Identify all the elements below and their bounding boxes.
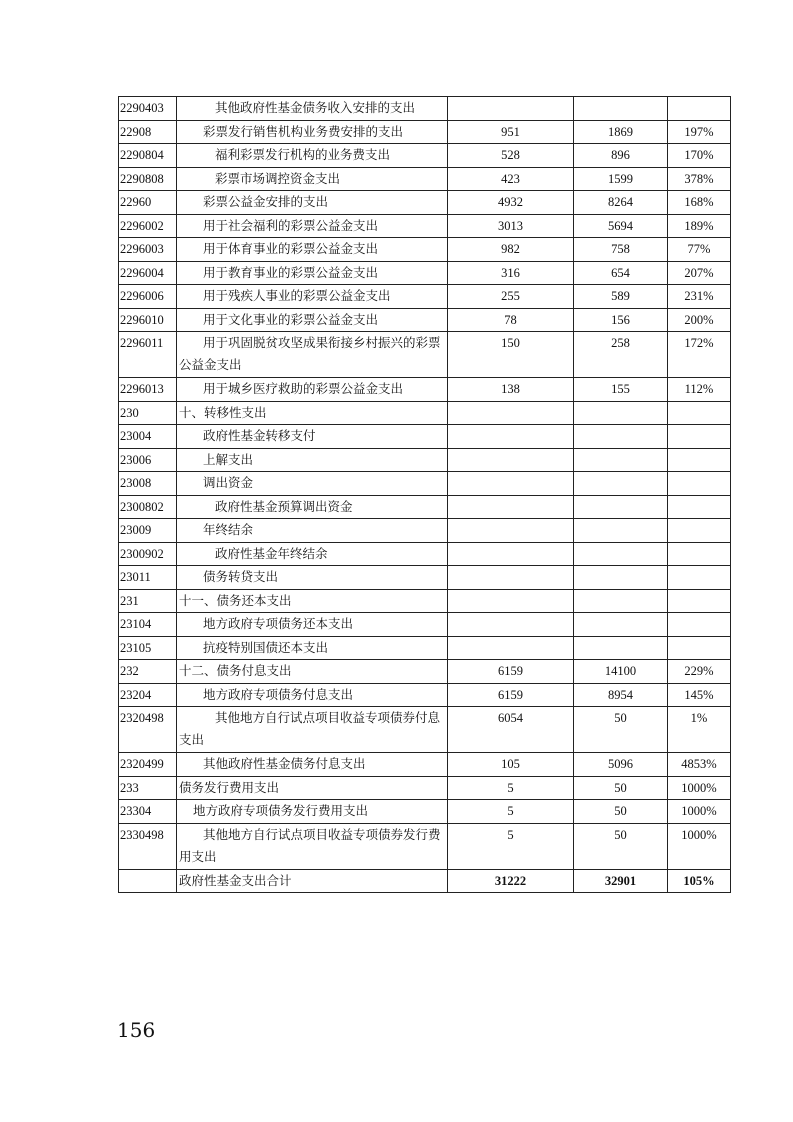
item-name-cell: 其他地方自行试点项目收益专项债券付息支出	[177, 707, 448, 753]
item-name-cell: 彩票市场调控资金支出	[177, 167, 448, 191]
actual-value-cell	[574, 519, 668, 543]
code-cell: 23011	[119, 566, 177, 590]
table-row	[119, 261, 731, 285]
code-cell: 2296010	[119, 308, 177, 332]
budget-value-cell	[448, 542, 574, 566]
budget-value-cell: 982	[448, 238, 574, 262]
budget-value-cell	[448, 448, 574, 472]
actual-value-cell: 5694	[574, 214, 668, 238]
budget-value-cell: 3013	[448, 214, 574, 238]
actual-value-cell: 8264	[574, 191, 668, 215]
table-row	[119, 519, 731, 543]
table-row	[119, 683, 731, 707]
item-name-cell: 政府性基金支出合计	[177, 869, 448, 893]
item-name-cell: 债务转贷支出	[177, 566, 448, 590]
code-cell: 2290403	[119, 97, 177, 121]
budget-value-cell: 423	[448, 167, 574, 191]
item-name-cell: 十二、债务付息支出	[177, 660, 448, 684]
table-row	[119, 425, 731, 449]
table-row	[119, 191, 731, 215]
table-row	[119, 636, 731, 660]
budget-value-cell: 6159	[448, 660, 574, 684]
percent-cell: 168%	[668, 191, 731, 215]
table-row	[119, 120, 731, 144]
table-row	[119, 542, 731, 566]
code-cell: 2300902	[119, 542, 177, 566]
budget-value-cell: 255	[448, 285, 574, 309]
actual-value-cell: 258	[574, 332, 668, 378]
actual-value-cell: 50	[574, 707, 668, 753]
actual-value-cell: 1599	[574, 167, 668, 191]
code-cell	[119, 869, 177, 893]
percent-cell	[668, 636, 731, 660]
item-name-cell: 年终结余	[177, 519, 448, 543]
code-cell: 2300802	[119, 495, 177, 519]
code-cell: 2290808	[119, 167, 177, 191]
table-row	[119, 448, 731, 472]
percent-cell: 105%	[668, 869, 731, 893]
item-name-cell: 用于体育事业的彩票公益金支出	[177, 238, 448, 262]
code-cell: 23304	[119, 800, 177, 824]
table-row	[119, 776, 731, 800]
budget-value-cell	[448, 495, 574, 519]
budget-value-cell: 5	[448, 776, 574, 800]
fund-expenditure-table	[118, 96, 731, 893]
actual-value-cell: 8954	[574, 683, 668, 707]
percent-cell	[668, 448, 731, 472]
percent-cell	[668, 472, 731, 496]
table-row	[119, 97, 731, 121]
percent-cell	[668, 519, 731, 543]
code-cell: 232	[119, 660, 177, 684]
budget-value-cell: 4932	[448, 191, 574, 215]
actual-value-cell: 155	[574, 378, 668, 402]
item-name-cell: 地方政府专项债务还本支出	[177, 613, 448, 637]
budget-value-cell: 951	[448, 120, 574, 144]
actual-value-cell	[574, 636, 668, 660]
budget-value-cell: 150	[448, 332, 574, 378]
code-cell: 2320499	[119, 753, 177, 777]
budget-value-cell	[448, 472, 574, 496]
item-name-cell: 用于城乡医疗救助的彩票公益金支出	[177, 378, 448, 402]
actual-value-cell: 896	[574, 144, 668, 168]
table-body	[119, 97, 731, 893]
actual-value-cell: 14100	[574, 660, 668, 684]
percent-cell	[668, 97, 731, 121]
code-cell: 23105	[119, 636, 177, 660]
actual-value-cell	[574, 425, 668, 449]
item-name-cell: 其他地方自行试点项目收益专项债券发行费用支出	[177, 823, 448, 869]
actual-value-cell	[574, 495, 668, 519]
percent-cell	[668, 589, 731, 613]
actual-value-cell	[574, 566, 668, 590]
code-cell: 231	[119, 589, 177, 613]
table-row	[119, 308, 731, 332]
budget-value-cell	[448, 566, 574, 590]
percent-cell	[668, 425, 731, 449]
budget-value-cell	[448, 589, 574, 613]
actual-value-cell: 1869	[574, 120, 668, 144]
budget-value-cell	[448, 401, 574, 425]
actual-value-cell: 32901	[574, 869, 668, 893]
actual-value-cell: 758	[574, 238, 668, 262]
item-name-cell: 地方政府专项债务发行费用支出	[177, 800, 448, 824]
item-name-cell: 调出资金	[177, 472, 448, 496]
actual-value-cell: 50	[574, 776, 668, 800]
item-name-cell: 上解支出	[177, 448, 448, 472]
code-cell: 23008	[119, 472, 177, 496]
table-row	[119, 589, 731, 613]
item-name-cell: 用于教育事业的彩票公益金支出	[177, 261, 448, 285]
table-row	[119, 660, 731, 684]
item-name-cell: 用于社会福利的彩票公益金支出	[177, 214, 448, 238]
budget-value-cell: 31222	[448, 869, 574, 893]
table-row	[119, 238, 731, 262]
table-row	[119, 823, 731, 869]
table-row	[119, 800, 731, 824]
budget-value-cell: 5	[448, 823, 574, 869]
budget-value-cell: 5	[448, 800, 574, 824]
table-row	[119, 613, 731, 637]
table-row	[119, 472, 731, 496]
budget-value-cell	[448, 636, 574, 660]
percent-cell: 378%	[668, 167, 731, 191]
code-cell: 23006	[119, 448, 177, 472]
actual-value-cell: 589	[574, 285, 668, 309]
code-cell: 23004	[119, 425, 177, 449]
percent-cell: 207%	[668, 261, 731, 285]
table-row	[119, 495, 731, 519]
item-name-cell: 彩票发行销售机构业务费安排的支出	[177, 120, 448, 144]
table-row	[119, 378, 731, 402]
budget-value-cell: 6054	[448, 707, 574, 753]
table-row	[119, 167, 731, 191]
percent-cell	[668, 495, 731, 519]
percent-cell: 200%	[668, 308, 731, 332]
code-cell: 23104	[119, 613, 177, 637]
percent-cell: 170%	[668, 144, 731, 168]
table-row	[119, 707, 731, 753]
code-cell: 22908	[119, 120, 177, 144]
item-name-cell: 地方政府专项债务付息支出	[177, 683, 448, 707]
item-name-cell: 政府性基金预算调出资金	[177, 495, 448, 519]
actual-value-cell	[574, 613, 668, 637]
item-name-cell: 政府性基金转移支付	[177, 425, 448, 449]
budget-value-cell: 78	[448, 308, 574, 332]
actual-value-cell: 654	[574, 261, 668, 285]
actual-value-cell: 50	[574, 800, 668, 824]
code-cell: 2296004	[119, 261, 177, 285]
actual-value-cell: 50	[574, 823, 668, 869]
code-cell: 230	[119, 401, 177, 425]
code-cell: 23009	[119, 519, 177, 543]
percent-cell: 77%	[668, 238, 731, 262]
item-name-cell: 用于巩固脱贫攻坚成果衔接乡村振兴的彩票公益金支出	[177, 332, 448, 378]
item-name-cell: 用于残疾人事业的彩票公益金支出	[177, 285, 448, 309]
actual-value-cell	[574, 97, 668, 121]
table-row	[119, 144, 731, 168]
item-name-cell: 十、转移性支出	[177, 401, 448, 425]
budget-value-cell: 316	[448, 261, 574, 285]
actual-value-cell	[574, 472, 668, 496]
code-cell: 2296002	[119, 214, 177, 238]
item-name-cell: 彩票公益金安排的支出	[177, 191, 448, 215]
percent-cell: 189%	[668, 214, 731, 238]
budget-value-cell: 138	[448, 378, 574, 402]
code-cell: 2296011	[119, 332, 177, 378]
item-name-cell: 抗疫特别国债还本支出	[177, 636, 448, 660]
percent-cell	[668, 566, 731, 590]
table-row	[119, 566, 731, 590]
code-cell: 2330498	[119, 823, 177, 869]
table-row	[119, 285, 731, 309]
table-row	[119, 401, 731, 425]
item-name-cell: 十一、债务还本支出	[177, 589, 448, 613]
item-name-cell: 债务发行费用支出	[177, 776, 448, 800]
actual-value-cell: 156	[574, 308, 668, 332]
budget-value-cell: 6159	[448, 683, 574, 707]
item-name-cell: 其他政府性基金债务付息支出	[177, 753, 448, 777]
table-total-row	[119, 869, 731, 893]
code-cell: 2296013	[119, 378, 177, 402]
percent-cell	[668, 613, 731, 637]
budget-value-cell	[448, 613, 574, 637]
percent-cell: 4853%	[668, 753, 731, 777]
percent-cell	[668, 542, 731, 566]
budget-value-cell	[448, 97, 574, 121]
actual-value-cell	[574, 401, 668, 425]
budget-value-cell: 528	[448, 144, 574, 168]
item-name-cell: 用于文化事业的彩票公益金支出	[177, 308, 448, 332]
percent-cell: 112%	[668, 378, 731, 402]
code-cell: 2296006	[119, 285, 177, 309]
code-cell: 2320498	[119, 707, 177, 753]
percent-cell: 229%	[668, 660, 731, 684]
table-row	[119, 214, 731, 238]
actual-value-cell: 5096	[574, 753, 668, 777]
percent-cell: 1000%	[668, 823, 731, 869]
code-cell: 2296003	[119, 238, 177, 262]
code-cell: 22960	[119, 191, 177, 215]
budget-value-cell: 105	[448, 753, 574, 777]
percent-cell: 1000%	[668, 776, 731, 800]
code-cell: 233	[119, 776, 177, 800]
budget-value-cell	[448, 425, 574, 449]
percent-cell	[668, 401, 731, 425]
percent-cell: 197%	[668, 120, 731, 144]
percent-cell: 1%	[668, 707, 731, 753]
item-name-cell: 其他政府性基金债务收入安排的支出	[177, 97, 448, 121]
table-row	[119, 753, 731, 777]
actual-value-cell	[574, 589, 668, 613]
table-row	[119, 332, 731, 378]
item-name-cell: 福利彩票发行机构的业务费支出	[177, 144, 448, 168]
actual-value-cell	[574, 542, 668, 566]
actual-value-cell	[574, 448, 668, 472]
code-cell: 23204	[119, 683, 177, 707]
percent-cell: 172%	[668, 332, 731, 378]
code-cell: 2290804	[119, 144, 177, 168]
percent-cell: 231%	[668, 285, 731, 309]
item-name-cell: 政府性基金年终结余	[177, 542, 448, 566]
percent-cell: 145%	[668, 683, 731, 707]
budget-value-cell	[448, 519, 574, 543]
percent-cell: 1000%	[668, 800, 731, 824]
page-number: 156	[117, 1018, 156, 1042]
